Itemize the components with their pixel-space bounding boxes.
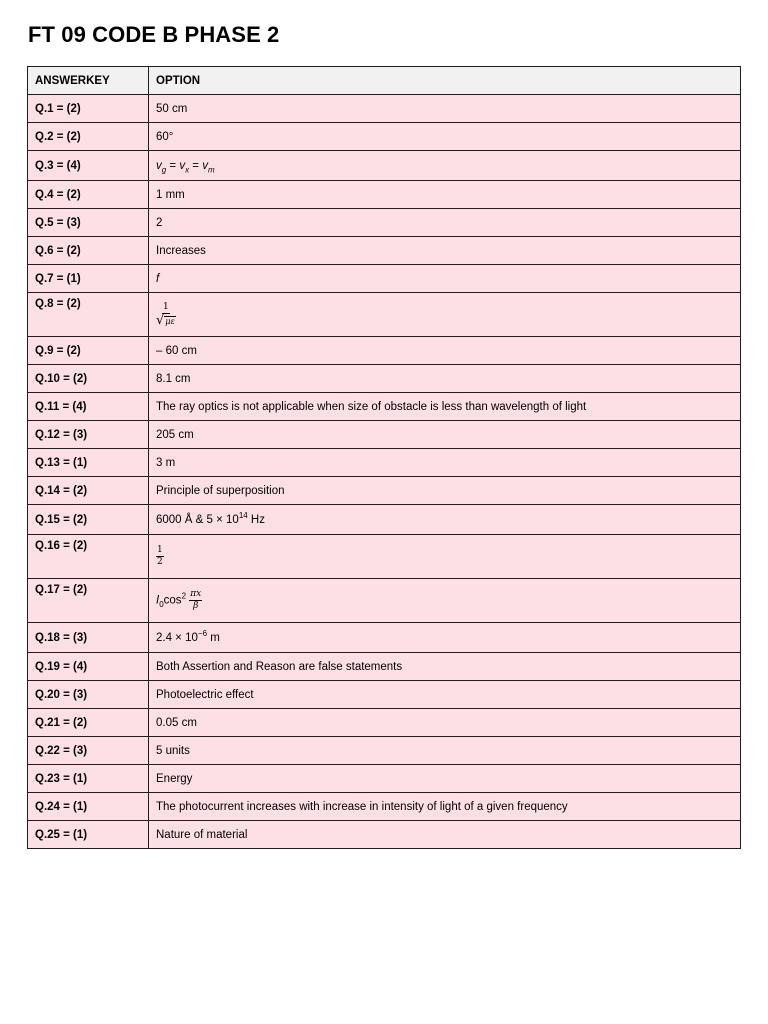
table-header-row (28, 67, 741, 95)
table-row (28, 709, 741, 737)
table-row (28, 393, 741, 421)
table-row (28, 181, 741, 209)
answer-option-formula (149, 293, 741, 337)
table-row (28, 293, 741, 337)
answer-option-formula: $I_0\cos^2$ $\frac{\pi x}{\beta}$ (149, 579, 741, 623)
table-row (28, 151, 741, 181)
fraction: 1 √ με (156, 301, 175, 328)
answer-option: 2 (149, 209, 741, 237)
table-row (28, 95, 741, 123)
table-row (28, 337, 741, 365)
question-number: Q.6 = (2) (28, 237, 149, 265)
question-number: Q.12 = (3) (28, 421, 149, 449)
table-row (28, 765, 741, 793)
table-row (28, 449, 741, 477)
table-row (28, 365, 741, 393)
question-number: Q.25 = (1) (28, 821, 149, 849)
answer-option: The ray optics is not applicable when size of obstacle is less than wavelength of light (149, 393, 741, 421)
answer-option: Photoelectric effect (149, 681, 741, 709)
answer-option: 8.1 cm (149, 365, 741, 393)
table-row (28, 265, 741, 293)
question-number: Q.4 = (2) (28, 181, 149, 209)
question-number: Q.7 = (1) (28, 265, 149, 293)
answer-option-formula: f (149, 265, 741, 293)
question-number: Q.9 = (2) (28, 337, 149, 365)
question-number: Q.23 = (1) (28, 765, 149, 793)
table-row (28, 535, 741, 579)
table-row (28, 653, 741, 681)
answer-option-formula: 6000 Å & $5 \times 10^{14}$ Hz (149, 505, 741, 535)
fraction: $\frac{1}{2}$ (157, 545, 163, 567)
question-number: Q.2 = (2) (28, 123, 149, 151)
table-row (28, 737, 741, 765)
answer-option: Increases (149, 237, 741, 265)
answer-option: The photocurrent increases with increase in intensity of light of a given frequency (149, 793, 741, 821)
answer-option: 0.05 cm (149, 709, 741, 737)
question-number: Q.8 = (2) (28, 293, 149, 337)
answer-option: 60° (149, 123, 741, 151)
answer-option: 5 units (149, 737, 741, 765)
question-number: Q.13 = (1) (28, 449, 149, 477)
table-row (28, 237, 741, 265)
header-option: OPTION (149, 67, 741, 95)
question-number: Q.24 = (1) (28, 793, 149, 821)
question-number: Q.16 = (2) (28, 535, 149, 579)
table-row (28, 505, 741, 535)
answer-option: Principle of superposition (149, 477, 741, 505)
table-row (28, 681, 741, 709)
answer-option-formula: $v_g = v_x = v_m$ (149, 151, 741, 181)
answer-option: Both Assertion and Reason are false statements (149, 653, 741, 681)
answer-option: 205 cm (149, 421, 741, 449)
question-number: Q.17 = (2) (28, 579, 149, 623)
question-number: Q.11 = (4) (28, 393, 149, 421)
question-number: Q.20 = (3) (28, 681, 149, 709)
answer-option: Nature of material (149, 821, 741, 849)
question-number: Q.14 = (2) (28, 477, 149, 505)
question-number: Q.19 = (4) (28, 653, 149, 681)
answer-option: Energy (149, 765, 741, 793)
question-number: Q.3 = (4) (28, 151, 149, 181)
table-row (28, 123, 741, 151)
answer-option-formula: $2.4 \times 10^{-6}$ m (149, 623, 741, 653)
answer-option: 3 m (149, 449, 741, 477)
question-number: Q.22 = (3) (28, 737, 149, 765)
answer-option: 50 cm (149, 95, 741, 123)
answer-option-formula (149, 535, 741, 579)
table-row (28, 623, 741, 653)
header-answerkey: ANSWERKEY (28, 67, 149, 95)
table-row (28, 421, 741, 449)
table-row (28, 579, 741, 623)
question-number: Q.21 = (2) (28, 709, 149, 737)
question-number: Q.18 = (3) (28, 623, 149, 653)
table-row (28, 477, 741, 505)
answer-option: – 60 cm (149, 337, 741, 365)
table-row (28, 209, 741, 237)
answer-option: 1 mm (149, 181, 741, 209)
question-number: Q.5 = (3) (28, 209, 149, 237)
answer-key-table (27, 66, 741, 849)
page-title: FT 09 CODE B PHASE 2 (28, 22, 280, 47)
fraction: $\frac{\pi x}{\beta}$ (190, 589, 202, 611)
question-number: Q.1 = (2) (28, 95, 149, 123)
question-number: Q.10 = (2) (28, 365, 149, 393)
table-row (28, 821, 741, 849)
question-number: Q.15 = (2) (28, 505, 149, 535)
table-row (28, 793, 741, 821)
